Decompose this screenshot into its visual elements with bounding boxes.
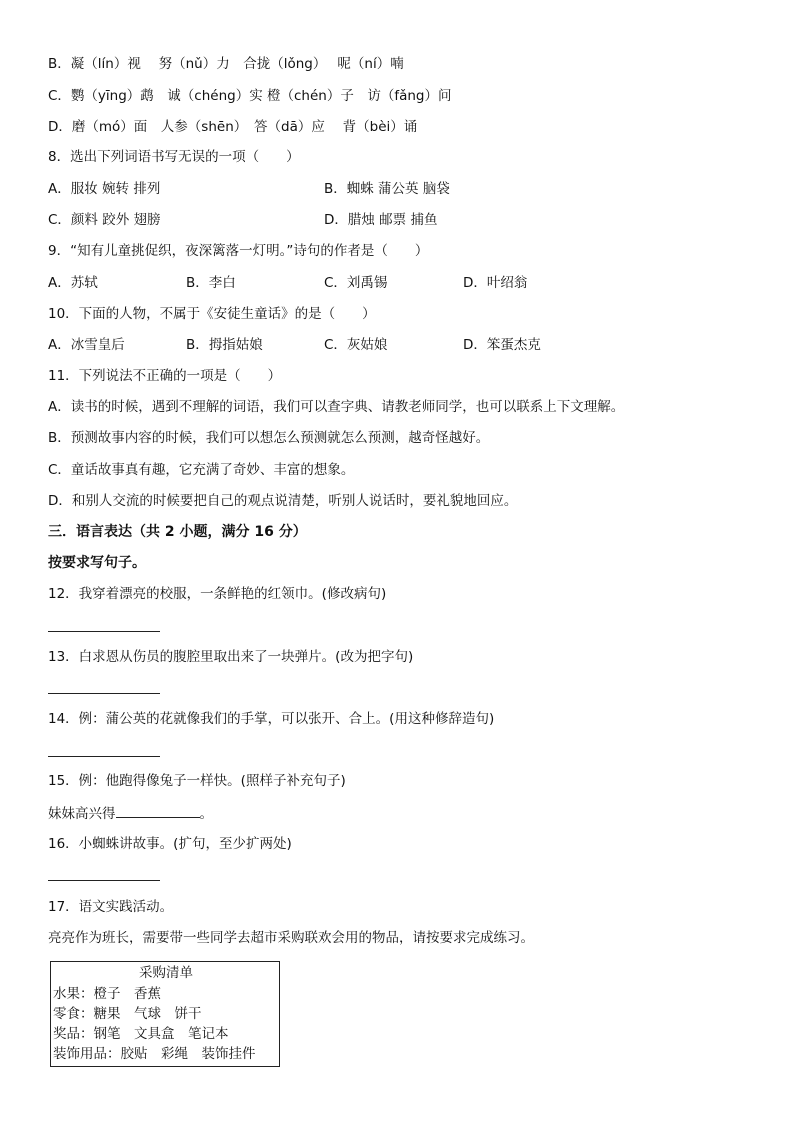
q9-option-b: B．李白 — [186, 275, 236, 291]
q17-stem: 17．语文实践活动。 — [48, 899, 174, 915]
q12-stem: 12．我穿着漂亮的校服，一条鲜艳的红领巾。(修改病句) — [48, 586, 387, 602]
q11-option-d: D．和别人交流的时候要把自己的观点说清楚，听别人说话时，要礼貌地回应。 — [48, 493, 518, 509]
q14-stem: 14．例：蒲公英的花就像我们的手掌，可以张开、合上。(用这种修辞造句) — [48, 711, 495, 727]
q8-option-b: B．蜘蛛 蒲公英 脑袋 — [324, 181, 450, 197]
q15-suffix: 。 — [199, 806, 213, 822]
q8-options-row2 — [48, 210, 748, 230]
section3-heading: 三．语言表达（共 2 小题，满分 16 分） — [48, 524, 307, 540]
q15-fill-sentence — [48, 803, 213, 824]
q14-answer-line[interactable] — [48, 756, 160, 757]
q16-stem: 16．小蜘蛛讲故事。(扩句，至少扩两处) — [48, 836, 292, 852]
q7-option-d: D．磨（mó）面 人参（shēn） 答（dā）应 背（bèi）诵 — [48, 119, 418, 135]
section3-subheading: 按要求写句子。 — [48, 555, 146, 571]
q10-option-c: C．灰姑娘 — [324, 337, 388, 353]
shopping-list-row-snacks: 零食：糖果 气球 饼干 — [53, 1006, 202, 1022]
q11-option-a: A．读书的时候，遇到不理解的词语，我们可以查字典、请教老师同学，也可以联系上下文理解。 — [48, 399, 625, 415]
q11-stem: 11．下列说法不正确的一项是（ ） — [48, 368, 282, 384]
q10-option-d: D．笨蛋杰克 — [463, 337, 541, 353]
q9-option-c: C．刘禹锡 — [324, 275, 388, 291]
q12-answer-line[interactable] — [48, 631, 160, 632]
q15-stem: 15．例：他跑得像兔子一样快。(照样子补充句子) — [48, 773, 346, 789]
q7-option-b: B．凝（lín）视 努（nǔ）力 合拢（lǒng） 呢（ní）喃 — [48, 56, 404, 72]
q9-option-d: D．叶绍翁 — [463, 275, 528, 291]
q8-options-row1 — [48, 179, 748, 199]
q11-option-c: C．童话故事真有趣，它充满了奇妙、丰富的想象。 — [48, 462, 355, 478]
q8-option-a: A．服妆 婉转 排列 — [48, 181, 161, 197]
q15-fill-blank[interactable] — [116, 803, 200, 818]
shopping-list-row-prizes: 奖品：钢笔 文具盒 笔记本 — [53, 1026, 229, 1042]
q11-option-b: B．预测故事内容的时候，我们可以想怎么预测就怎么预测，越奇怪越好。 — [48, 430, 490, 446]
q13-answer-line[interactable] — [48, 693, 160, 694]
q8-option-c: C．颜料 跤外 翅膀 — [48, 212, 161, 228]
shopping-list-row-fruit: 水果：橙子 香蕉 — [53, 986, 161, 1002]
q13-stem: 13．白求恩从伤员的腹腔里取出来了一块弹片。(改为把字句) — [48, 649, 414, 665]
q8-stem: 8．选出下列词语书写无误的一项（ ） — [48, 149, 300, 165]
shopping-list-box — [50, 961, 280, 1067]
q10-options — [48, 335, 748, 355]
shopping-list-row-decorations: 装饰用品：胶贴 彩绳 装饰挂件 — [53, 1046, 256, 1062]
q16-answer-line[interactable] — [48, 880, 160, 881]
q10-option-b: B．拇指姑娘 — [186, 337, 263, 353]
q9-options — [48, 273, 748, 293]
shopping-list-title: 采购清单 — [139, 965, 193, 981]
q17-intro: 亮亮作为班长，需要带一些同学去超市采购联欢会用的物品，请按要求完成练习。 — [48, 930, 534, 946]
q9-option-a: A．苏轼 — [48, 275, 98, 291]
q15-prefix: 妹妹高兴得 — [48, 806, 116, 822]
q7-option-c: C．鹦（yīng）鹉 诚（chéng）实 橙（chén）子 访（fǎng）问 — [48, 88, 452, 104]
q9-stem: 9．“知有儿童挑促织，夜深篱落一灯明。”诗句的作者是（ ） — [48, 243, 429, 259]
q10-stem: 10．下面的人物，不属于《安徒生童话》的是（ ） — [48, 306, 376, 322]
q8-option-d: D．腊烛 邮票 捕鱼 — [324, 212, 438, 228]
q10-option-a: A．冰雪皇后 — [48, 337, 125, 353]
